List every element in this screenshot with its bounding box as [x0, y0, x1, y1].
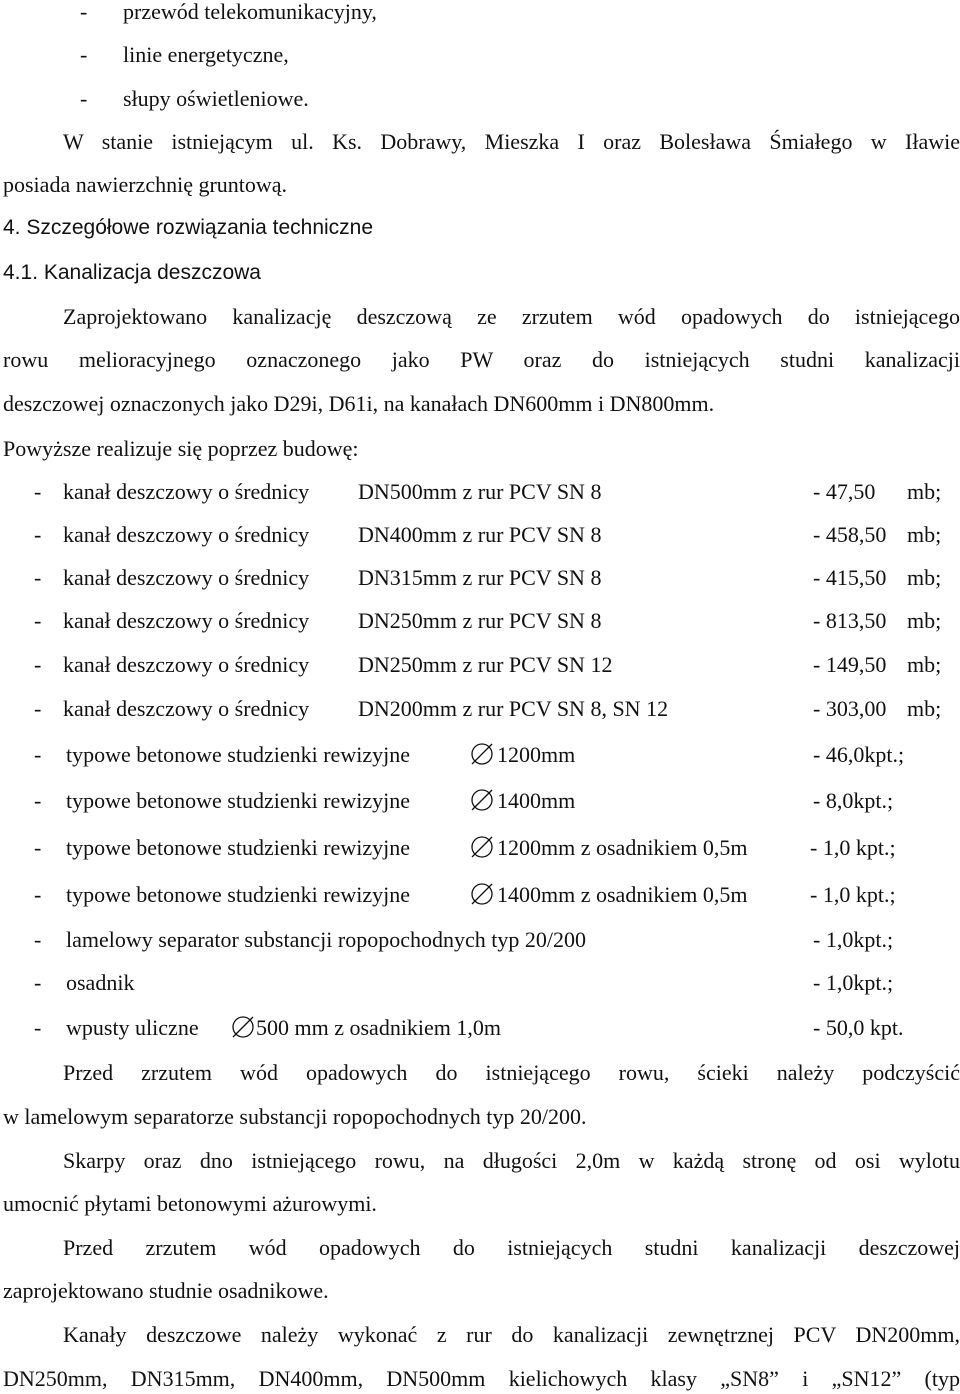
- item-quantity: - 47,50: [813, 479, 876, 504]
- item-quantity: - 458,50: [813, 522, 887, 547]
- item-quantity: - 1,0 kpt.;: [810, 835, 896, 860]
- item-unit: mb;: [907, 652, 942, 677]
- list-item: [0, 477, 960, 507]
- item-spec: DN250mm z rur PCV SN 8: [358, 608, 602, 633]
- item-unit: mb;: [907, 608, 942, 633]
- diameter-icon: [470, 882, 494, 906]
- item-quantity: - 1,0 kpt.;: [810, 882, 896, 907]
- list-dash: -: [34, 970, 42, 995]
- item-name: kanał deszczowy o średnicy: [63, 652, 310, 677]
- item-name: kanał deszczowy o średnicy: [63, 565, 310, 590]
- list-dash: -: [34, 927, 42, 952]
- item-name: typowe betonowe studzienki rewizyjne: [66, 742, 410, 767]
- section-heading: 4. Szczegółowe rozwiązania techniczne: [3, 216, 374, 239]
- list-dash: -: [80, 42, 88, 67]
- list-dash: -: [34, 788, 42, 813]
- paragraph-line: zaprojektowano studnie osadnikowe.: [3, 1278, 329, 1303]
- list-item: [0, 40, 960, 70]
- item-quantity: - 50,0 kpt.: [813, 1015, 904, 1040]
- paragraph-line: Przed zrzutem wód opadowych do istniejącego rowu, ścieki należy podczyścić: [63, 1060, 960, 1085]
- paragraph-line: umocnić płytami betonowymi ażurowymi.: [3, 1191, 377, 1216]
- item-spec: DN200mm z rur PCV SN 8, SN 12: [358, 696, 669, 721]
- list-dash: -: [34, 479, 42, 504]
- item-quantity: - 46,0kpt.;: [813, 742, 905, 767]
- list-dash: -: [34, 522, 42, 547]
- item-quantity: - 813,50: [813, 608, 887, 633]
- item-name: kanał deszczowy o średnicy: [63, 479, 310, 504]
- paragraph-line: deszczowej oznaczonych jako D29i, D61i, na kanałach DN600mm i DN800mm.: [3, 391, 715, 416]
- item-name: lamelowy separator substancji ropopochodnych typ 20/200: [66, 927, 586, 952]
- list-dash: -: [34, 742, 42, 767]
- item-unit: mb;: [907, 479, 942, 504]
- section-subheading: 4.1. Kanalizacja deszczowa: [3, 261, 261, 284]
- paragraph-line: Kanały deszczowe należy wykonać z rur do kanalizacji zewnętrznej PCV DN200mm,: [63, 1322, 960, 1347]
- item-spec: 1400mm: [497, 788, 576, 813]
- list-dash: -: [34, 835, 42, 860]
- paragraph-line: W stanie istniejącym ul. Ks. Dobrawy, Mieszka I oraz Bolesława Śmiałego w Iławie: [63, 129, 960, 154]
- item-name: typowe betonowe studzienki rewizyjne: [66, 788, 410, 813]
- diameter-icon: [231, 1015, 255, 1039]
- list-item: [0, 925, 960, 955]
- item-quantity: - 1,0kpt.;: [813, 970, 894, 995]
- item-spec: DN400mm z rur PCV SN 8: [358, 522, 602, 547]
- list-dash: -: [34, 608, 42, 633]
- item-unit: mb;: [907, 565, 942, 590]
- paragraph-line: Skarpy oraz dno istniejącego rowu, na długości 2,0m w każdą stronę od osi wylotu: [63, 1148, 960, 1173]
- list-item: [0, 880, 960, 910]
- item-spec: 500 mm z osadnikiem 1,0m: [256, 1015, 502, 1040]
- paragraph-line: w lamelowym separatorze substancji ropopochodnych typ 20/200.: [3, 1104, 587, 1129]
- diameter-icon: [470, 788, 494, 812]
- list-dash: -: [34, 1015, 42, 1040]
- paragraph-line: Przed zrzutem wód opadowych do istniejących studni kanalizacji deszczowej: [63, 1235, 960, 1260]
- item-spec: 1400mm z osadnikiem 0,5m: [497, 882, 748, 907]
- list-dash: -: [34, 652, 42, 677]
- item-name: kanał deszczowy o średnicy: [63, 522, 310, 547]
- list-item: [0, 650, 960, 680]
- list-text: linie energetyczne,: [123, 42, 289, 67]
- paragraph-line: Zaprojektowano kanalizację deszczową ze zrzutem wód opadowych do istniejącego: [63, 304, 960, 329]
- item-name: typowe betonowe studzienki rewizyjne: [66, 835, 410, 860]
- list-dash: -: [34, 696, 42, 721]
- paragraph-line: Powyższe realizuje się poprzez budowę:: [3, 436, 359, 461]
- list-text: przewód telekomunikacyjny,: [123, 0, 377, 24]
- list-dash: -: [34, 565, 42, 590]
- diameter-icon: [470, 742, 494, 766]
- list-item: [0, 833, 960, 863]
- list-dash: -: [80, 0, 88, 24]
- item-name: wpusty uliczne: [66, 1015, 199, 1040]
- list-item: [0, 563, 960, 593]
- paragraph-line: rowu melioracyjnego oznaczonego jako PW oraz do istniejących studni kanalizacji: [3, 347, 960, 372]
- item-name: osadnik: [66, 970, 135, 995]
- item-spec: 1200mm: [497, 742, 576, 767]
- item-unit: mb;: [907, 522, 942, 547]
- item-name: kanał deszczowy o średnicy: [63, 696, 310, 721]
- paragraph-line: DN250mm, DN315mm, DN400mm, DN500mm kielichowych klasy „SN8” i „SN12” (typ: [3, 1366, 960, 1391]
- item-spec: DN315mm z rur PCV SN 8: [358, 565, 602, 590]
- list-item: [0, 1013, 960, 1043]
- item-name: typowe betonowe studzienki rewizyjne: [66, 882, 410, 907]
- diameter-icon: [470, 835, 494, 859]
- list-text: słupy oświetleniowe.: [123, 86, 309, 111]
- list-dash: -: [80, 86, 88, 111]
- list-item: [0, 84, 960, 114]
- item-unit: mb;: [907, 696, 942, 721]
- list-item: [0, 968, 960, 998]
- item-quantity: - 8,0kpt.;: [813, 788, 894, 813]
- item-name: kanał deszczowy o średnicy: [63, 608, 310, 633]
- list-dash: -: [34, 882, 42, 907]
- list-item: [0, 694, 960, 724]
- item-spec: DN250mm z rur PCV SN 12: [358, 652, 613, 677]
- list-item: [0, 520, 960, 550]
- paragraph-line: posiada nawierzchnię gruntową.: [3, 172, 288, 197]
- item-quantity: - 415,50: [813, 565, 887, 590]
- item-quantity: - 1,0kpt.;: [813, 927, 894, 952]
- list-item: [0, 0, 960, 27]
- item-spec: DN500mm z rur PCV SN 8: [358, 479, 602, 504]
- item-quantity: - 149,50: [813, 652, 887, 677]
- list-item: [0, 740, 960, 770]
- item-quantity: - 303,00: [813, 696, 887, 721]
- list-item: [0, 786, 960, 816]
- list-item: [0, 606, 960, 636]
- item-spec: 1200mm z osadnikiem 0,5m: [497, 835, 748, 860]
